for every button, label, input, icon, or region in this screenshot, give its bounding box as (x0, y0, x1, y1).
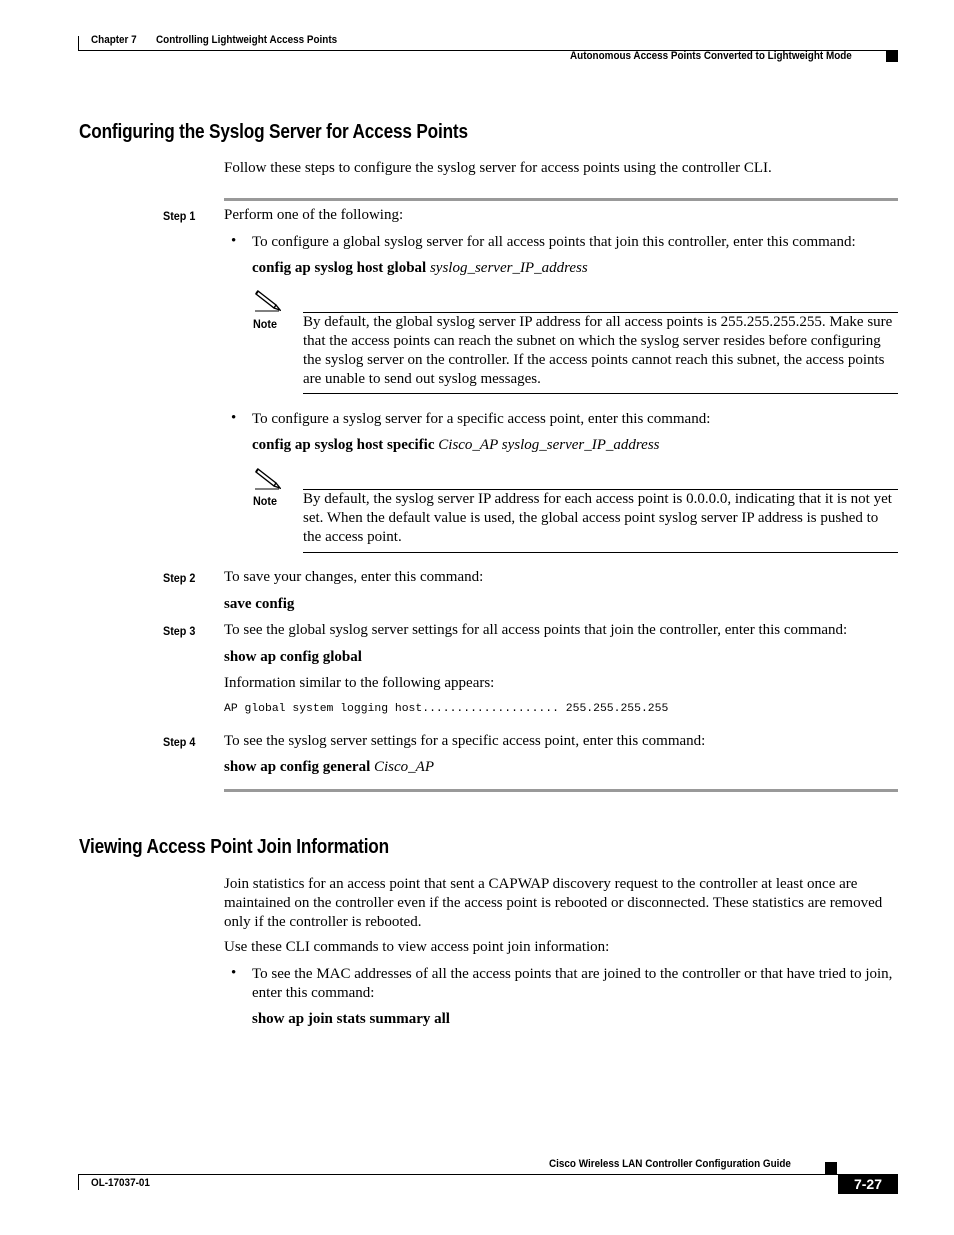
note2-bottom-rule (303, 552, 898, 553)
step2-command: save config (224, 596, 295, 612)
note1-label: Note (253, 317, 278, 331)
header-marker (886, 50, 898, 62)
step1-bullet2: To configure a syslog server for a specific access point, enter this command: (252, 411, 711, 427)
step2-text: To save your changes, enter this command: (224, 569, 484, 585)
header-chapter-title: Controlling Lightweight Access Points (156, 34, 338, 46)
note1-text: By default, the global syslog server IP address for all access points is 255.255.255.255. Make sure that the access points can reach the subnet on which the syslog server resides before configuring the syslog server on the controller. If the access points cannot reach this subnet, the access points are unable to send out syslog messages. (303, 314, 893, 387)
step4-label: Step 4 (163, 735, 196, 749)
command-keyword: config ap syslog host specific (252, 437, 435, 453)
section2-paragraph1: Join statistics for an access point that sent a CAPWAP discovery request to the controller at least once are maintained on the controller even if the access point is rebooted or disconnected. These statistics are removed only if the controller is rebooted. (224, 876, 883, 930)
footer-marker (825, 1162, 837, 1174)
step1-bullet1: To configure a global syslog server for all access points that join this controller, enter this command: (252, 234, 856, 250)
section2-bullet1-command: show ap join stats summary all (252, 1011, 450, 1027)
step3-output: AP global system logging host.................... 255.255.255.255 (224, 703, 669, 715)
note1-bottom-rule (303, 393, 898, 394)
step1-text: Perform one of the following: (224, 207, 404, 223)
bullet-dot: • (231, 233, 237, 249)
command-keyword: show ap config general (224, 759, 371, 775)
command-argument: Cisco_AP syslog_server_IP_address (438, 437, 660, 453)
note2-text: By default, the syslog server IP address for each access point is 0.0.0.0, indicating that it is not yet set. When the default value is used, the global access point syslog server IP address is pushed to the access point. (303, 491, 892, 545)
footer-rule (78, 1174, 898, 1175)
step3-text: To see the global syslog server settings for all access points that join the controller, enter this command: (224, 622, 848, 638)
step1-label: Step 1 (163, 209, 196, 223)
command-argument: syslog_server_IP_address (429, 260, 588, 276)
section-title-syslog: Configuring the Syslog Server for Access Points (79, 121, 468, 143)
section-intro: Follow these steps to configure the syslog server for access points using the controller CLI. (224, 160, 772, 176)
step3-label: Step 3 (163, 624, 196, 638)
step4-command (224, 758, 434, 777)
note-pencil-icon (255, 466, 281, 490)
header-chapter: Chapter 7 (91, 34, 137, 46)
header-left-tick (78, 36, 79, 51)
note-pencil-icon (255, 288, 281, 312)
section2-bullet1: To see the MAC addresses of all the access points that are joined to the controller or that have tried to join, enter this command: (252, 966, 893, 1001)
footer-left-tick (78, 1174, 79, 1190)
section2-paragraph2: Use these CLI commands to view access point join information: (224, 939, 610, 955)
step2-label: Step 2 (163, 571, 196, 585)
step3-info: Information similar to the following appears: (224, 675, 495, 691)
step4-text: To see the syslog server settings for a specific access point, enter this command: (224, 733, 706, 749)
command-argument: Cisco_AP (374, 759, 434, 775)
step1-bullet2-command (252, 436, 660, 455)
command-keyword: config ap syslog host global (252, 260, 427, 276)
bullet-dot: • (231, 965, 237, 981)
section-title-join-info: Viewing Access Point Join Information (79, 836, 389, 858)
header-section-title: Autonomous Access Points Converted to Lightweight Mode (570, 50, 852, 62)
footer-doc-id: OL-17037-01 (91, 1177, 150, 1189)
note2-label: Note (253, 494, 278, 508)
steps-bottom-rule (224, 789, 898, 792)
footer-guide-title: Cisco Wireless LAN Controller Configuration Guide (549, 1158, 791, 1170)
bullet-dot: • (231, 410, 237, 426)
step3-command: show ap config global (224, 649, 362, 665)
step1-bullet1-command (252, 259, 588, 278)
page-number: 7-27 (838, 1175, 898, 1194)
steps-top-rule (224, 198, 898, 201)
